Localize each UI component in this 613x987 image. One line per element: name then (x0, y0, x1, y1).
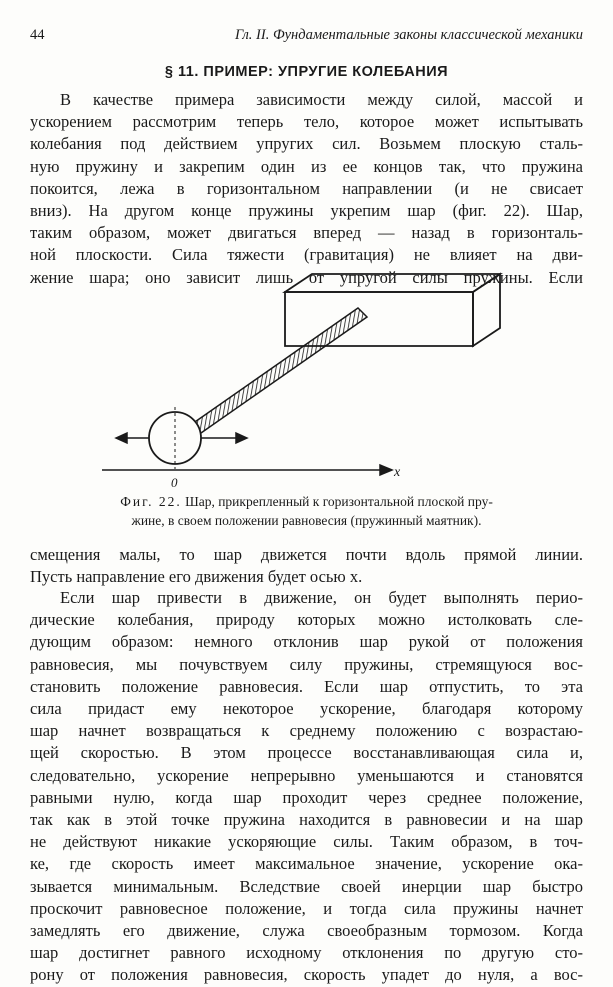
text-line: таким образом, может двигаться вперед — назад в горизонталь- (30, 223, 583, 243)
text-line: шар достигнет равного исходному отклонения по другую сто- (30, 943, 583, 963)
caption-text-1: Шар, прикрепленный к горизонтальной плоской пру- (185, 494, 493, 509)
text-line: покоится, лежа в горизонтальном направлении (и не свисает (30, 178, 583, 198)
text-line: колебания под действием упругих сил. Возьмем плоскую сталь- (30, 134, 583, 154)
text-line: равновесия, мы почувствуем силу пружины, стремящуюся вос- (30, 654, 583, 674)
text-line: не действуют никакие ускоряющие силы. Таким образом, в точ- (30, 832, 583, 852)
text-line: рону от положения равновесия, скорость упадет до нуля, а вос- (30, 965, 583, 985)
text-line: следовательно, ускорение непрерывно уменьшаются и становятся (30, 765, 583, 785)
flat-spring (192, 308, 367, 433)
text-line: зывается минимальным. Вследствие своей инерции шар быстро (30, 876, 583, 896)
fixed-block (285, 274, 500, 346)
x-axis (102, 465, 392, 475)
text-line: шар начнет возвращаться к среднему положению с возрастаю- (30, 721, 583, 741)
figure-caption (30, 492, 583, 530)
text-line: В качестве примера зависимости между силой, массой и (60, 90, 583, 109)
text-line: дующим образом: немного отклонив шар рукой от положения (30, 632, 583, 652)
paragraph-intro (30, 89, 583, 289)
text-line: вниз). На другом конце пружины укрепим шар (фиг. 22). Шар, (30, 201, 583, 221)
running-title: Гл. II. Фундаментальные законы классической механики (235, 27, 583, 43)
text-line: сила придаст ему некоторое ускорение, благодаря которому (30, 699, 583, 719)
text-line: смещения малы, то шар движется почти вдоль прямой линии. (30, 545, 583, 564)
text-line: Пусть направление его движения будет осью x. (30, 567, 363, 587)
page-header (30, 27, 583, 47)
paragraph-oscillation (30, 587, 583, 987)
text-line: жение шара; оно зависит лишь от упругой силы пружины. Если (30, 267, 583, 287)
caption-label: Фиг. 22. (120, 494, 182, 509)
text-line: становить положение равновесия. Если шар отпустить, то эта (30, 676, 583, 696)
figure-spring-pendulum (30, 264, 583, 490)
text-line: ке, где скорость имеет максимальное значение, ускорение ока- (30, 854, 583, 874)
caption-line-2: жине, в своем положении равновесия (пружинный маятник). (131, 513, 482, 528)
text-line: так как в этой точке пружина находится в равновесии и на шар (30, 810, 583, 830)
paragraph-continuation (30, 544, 583, 588)
text-line: ную пружину и закрепим один из ее концов так, что пружина (30, 156, 583, 176)
text-line: щей скоростью. В этом процессе восстанавливающая сила и, (30, 743, 583, 763)
section-title: § 11. ПРИМЕР: УПРУГИЕ КОЛЕБАНИЯ (164, 64, 449, 80)
spring-pendulum-diagram (30, 264, 583, 490)
text-line: дические колебания, природу которых можно истолковать сле- (30, 610, 583, 630)
text-line: проскочит равновесное положение, и тогда сила пружины начнет (30, 898, 583, 918)
caption-line-1 (30, 492, 583, 511)
text-line: ной плоскости. Сила тяжести (гравитация) не влияет на дви- (30, 245, 583, 265)
origin-label: 0 (171, 475, 178, 490)
text-line: Если шар привести в движение, он будет выполнять перио- (60, 588, 583, 607)
x-axis-label: x (394, 465, 401, 480)
text-line: равными нулю, когда шар проходит через среднее положение, (30, 787, 583, 807)
text-line: ускорением рассмотрим теперь тело, которое может испытывать (30, 112, 583, 132)
page-number: 44 (30, 27, 45, 43)
text-line: замедлять его движение, служа своеобразным тормозом. Когда (30, 921, 583, 941)
